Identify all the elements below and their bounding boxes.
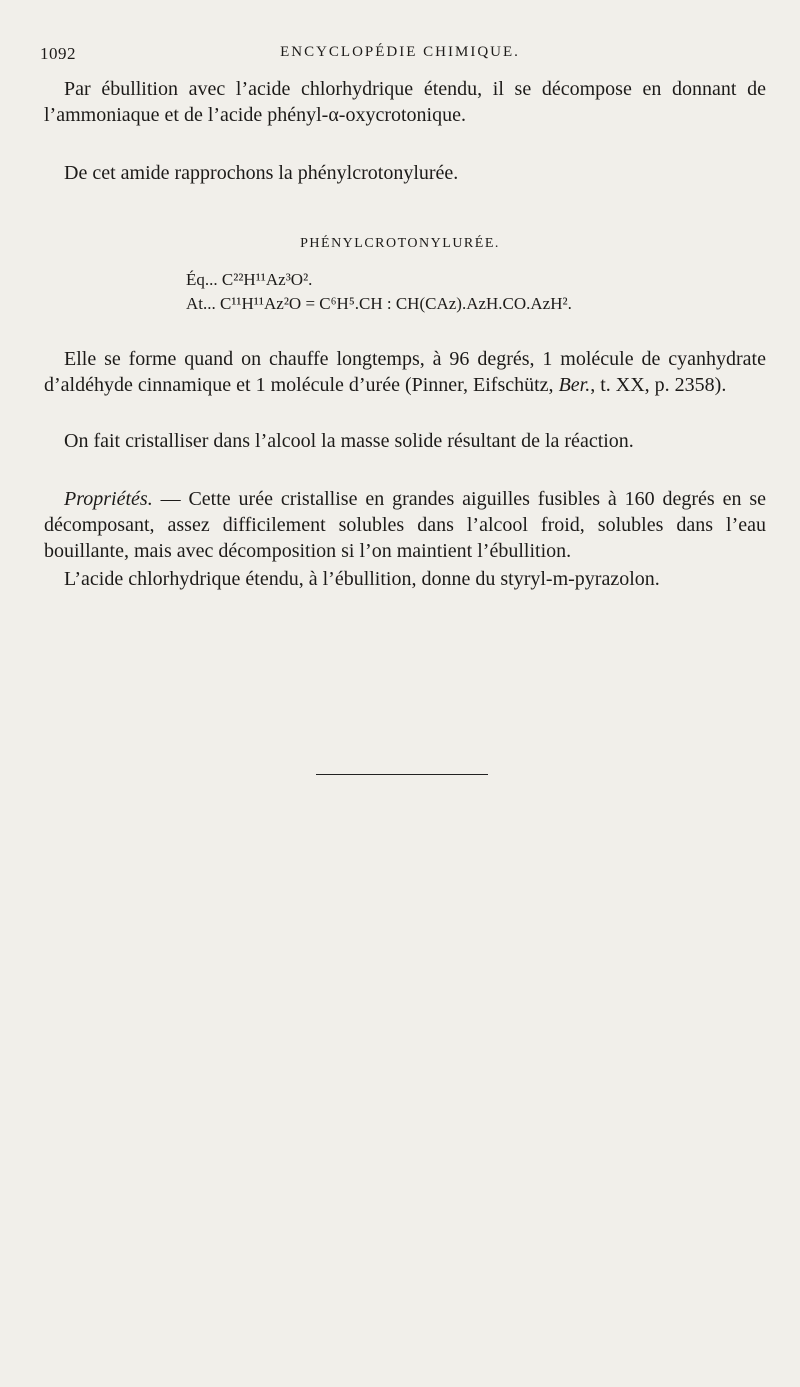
paragraph-properties (44, 486, 766, 564)
paragraph-preparation (44, 346, 766, 398)
paragraph-crystallization: On fait cristalliser dans l’alcool la masse solide résultant de la réaction. (64, 430, 634, 452)
formula-eq-label: Éq... (186, 270, 218, 289)
formula-eq-value: C²²H¹¹Az³O². (221, 270, 313, 289)
reference-details: , t. XX, p. 2358). (590, 374, 727, 396)
properties-text: — Cette urée cristallise en grandes aiguilles fusibles à 160 degrés en se décomposant, assez difficilement solubles dans l’alcool froid, solubles dans l’eau bouillante, mais avec décomposition si l’on maintient l’ébullition. (44, 488, 766, 562)
preparation-text: Elle se forme quand on chauffe longtemps, à 96 degrés, 1 molécule de cyanhydrate d’aldéhyde cinnamique et 1 molécule d’urée (Pinner, Eifschütz, (44, 348, 766, 396)
formula-at-value: C¹¹H¹¹Az²O = C⁶H⁵.CH : CH(CAz).AzH.CO.AzH². (220, 294, 572, 313)
formula-atomic (186, 294, 572, 314)
page-number: 1092 (40, 44, 76, 63)
formula-at-label: At... (186, 294, 216, 313)
section-divider (316, 774, 488, 775)
formula-equivalent (186, 270, 312, 290)
running-title: ENCYCLOPÉDIE CHIMIQUE. (280, 44, 520, 60)
running-head (40, 44, 760, 66)
paragraph-amide-comparison: De cet amide rapprochons la phénylcrotonylurée. (64, 162, 459, 184)
paragraph-decomposition: Par ébullition avec l’acide chlorhydrique étendu, il se décompose en donnant de l’ammoniaque et de l’acide phényl-α-oxycrotonique. (44, 78, 766, 126)
reference-journal: Ber. (558, 374, 591, 396)
properties-heading: Propriétés. (64, 488, 153, 510)
section-title: PHÉNYLCROTONYLURÉE. (300, 236, 500, 251)
paragraph-hydrochloric-acid: L’acide chlorhydrique étendu, à l’ébullition, donne du styryl-m-pyrazolon. (64, 568, 660, 590)
